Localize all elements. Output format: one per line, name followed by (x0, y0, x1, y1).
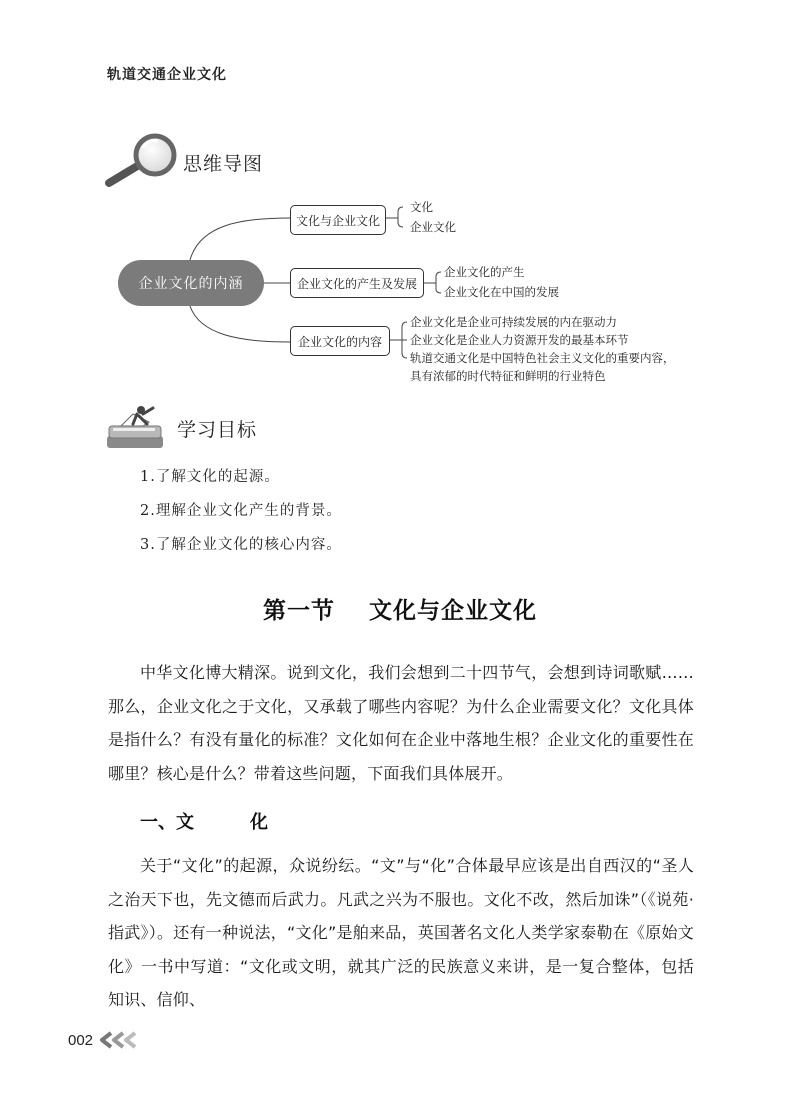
goals-heading (103, 402, 257, 454)
mindmap-connectors (0, 0, 800, 400)
mindmap-leaf-2-2: 企业文化在中国的发展 (444, 285, 559, 299)
magnifier-icon (103, 133, 183, 191)
section-number: 第一节 (263, 597, 335, 624)
mindmap-branch-3: 企业文化的内容 (290, 326, 390, 356)
section-title (0, 592, 800, 625)
mindmap-leaf-3-4: 具有浓郁的时代特征和鲜明的行业特色 (410, 369, 606, 383)
mindmap-leaf-3-1: 企业文化是企业可持续发展的内在驱动力 (410, 315, 617, 329)
mindmap-leaf-3-3: 轨道交通文化是中国特色社会主义文化的重要内容， (410, 351, 675, 365)
mindmap-leaf-1-2: 企业文化 (410, 220, 456, 234)
intro-paragraph: 中华文化博大精深。说到文化，我们会想到二十四节气，会想到诗词歌赋……那么，企业文化之于文化，又承载了哪些内容呢？为什么企业需要文化？文化具体是指什么？有没有量化的标准？文化如何在企业中落地生根？企业文化的重要性在哪里？核心是什么？带着这些问题，下面我们具体展开。 (108, 663, 694, 783)
subsection-heading (140, 808, 268, 834)
mindmap-leaf-2-1: 企业文化的产生 (444, 265, 525, 279)
chevrons-left-icon (97, 1030, 143, 1050)
goals-list (140, 465, 342, 567)
mindmap-heading-label: 思维导图 (183, 152, 264, 175)
goal-item-2: 2.理解企业文化产生的背景。 (140, 503, 342, 519)
page-number-text: 002 (68, 1031, 94, 1049)
mindmap-leaf-3-2: 企业文化是企业人力资源开发的最基本环节 (410, 333, 629, 347)
mindmap-branch-2: 企业文化的产生及发展 (290, 268, 424, 298)
running-head-title: 轨道交通企业文化 (107, 67, 227, 83)
mindmap-heading (103, 133, 263, 191)
subsection-title-a: 文 (176, 812, 194, 833)
page-number (68, 1030, 143, 1050)
goal-item-1: 1.了解文化的起源。 (140, 469, 280, 485)
mindmap-root-node: 企业文化的内涵 (118, 260, 264, 306)
mindmap-leaf-1-1: 文化 (410, 200, 433, 214)
book-reader-icon (103, 402, 177, 454)
subsection-number: 一、 (140, 812, 176, 833)
mindmap-branch-1: 文化与企业文化 (290, 205, 386, 235)
subsection-title-b: 化 (250, 812, 268, 833)
body-paragraph: 关于“文化”的起源，众说纷纭。“文”与“化”合体最早应该是出自西汉的“圣人之治天下也，先文德而后武力。凡武之兴为不服也。文化不改，然后加诛”（《说苑·指武》）。还有一种说法，“文化”是舶来品，英国著名文化人类学家泰勒在《原始文化》一书中写道：“文化或文明，就其广泛的民族意义来讲，是一复合整体，包括知识、信仰、 (108, 856, 694, 1009)
goals-heading-label: 学习目标 (177, 418, 258, 441)
goal-item-3: 3.了解企业文化的核心内容。 (140, 537, 342, 553)
section-title-text: 文化与企业文化 (369, 597, 537, 624)
